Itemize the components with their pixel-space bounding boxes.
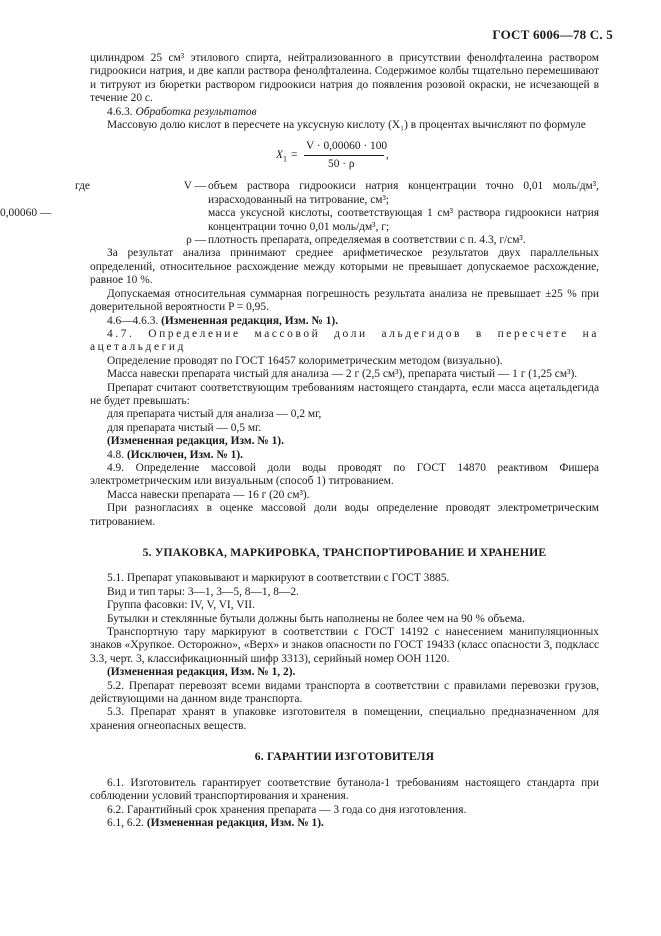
paragraph: Бутылки и стеклянные бутыли должны быть наполнены не более чем на 90 % объема. [107, 612, 525, 625]
paragraph: 4.9. Определение массовой доли воды проводят по ГОСТ 14870 реактивом Фишера электрометрическим или визуальным (способ 1) титрованием. [90, 461, 599, 488]
formula-subscript: 1 [282, 154, 287, 164]
page-header: ГОСТ 6006—78 С. 5 [492, 27, 613, 42]
definition-symbol: ρ — [186, 234, 206, 247]
clause-number: 4.6—4.6.3. [107, 314, 159, 327]
paragraph: Масса навески препарата чистый для анализа — 2 г (2,5 см³), препарата чистый — 1 г (1,25 см³). [107, 368, 578, 381]
paragraph: 5.1. Препарат упаковывают и маркируют в соответствии с ГОСТ 3885. [107, 572, 450, 585]
paragraph: для препарата чистый для анализа — 0,2 мг, [107, 408, 322, 421]
formula [90, 135, 599, 179]
clause-number: 4.6.3. [107, 105, 133, 118]
formula-comma: , [386, 149, 389, 162]
paragraph: 5.2. Препарат перевозят всеми видами транспорта в соответствии с правилами перевозки грузов, действующими на данном виде транспорта. [90, 679, 599, 706]
paragraph: 6.1. Изготовитель гарантирует соответствие бутанола-1 требованиям настоящего стандарта при соблюдении условий транспортирования и хранения. [90, 776, 599, 803]
paragraph: Массовую долю кислот в пересчете на уксусную кислоту (X₁) в процентах вычисляют по формуле [107, 119, 586, 132]
paragraph: цилиндром 25 см³ этилового спирта, нейтрализованного в присутствии фенолфталеина раствором гидроокиси натрия, и две капли раствора фенолфталеина. Содержимое колбы тщательно перемешивают и титруют из бюретки раствором гидроокиси натрия до появления розовой окраски, не исчезающей в течение 20 с. [90, 52, 599, 105]
amendment-note [90, 315, 599, 328]
amendment-text: (Исключен, Изм. № 1). [126, 448, 243, 461]
definition-text: масса уксусной кислоты, соответствующая 1 см³ раствора гидроокиси натрия концентрации точно 0,01 моль/дм³, г; [208, 207, 599, 233]
paragraph: для препарата чистый — 0,5 мг. [107, 421, 262, 434]
amendment-note [90, 817, 599, 830]
paragraph: Определение проводят по ГОСТ 16457 колориметрическим методом (визуально). [107, 354, 503, 367]
definition-text: плотность препарата, определяемая в соответствии с п. 4.3, г/см³. [208, 234, 526, 247]
definition-symbol: 0,00060 — [0, 207, 52, 220]
clause-number: 6.1, 6.2. [107, 816, 145, 829]
definition-row [0, 207, 599, 234]
paragraph: Транспортную тару маркируют в соответствии с ГОСТ 14192 с нанесением манипуляционных знаков «Хрупкое. Осторожно», «Верх» и знаков опасности по ГОСТ 19433 (класс опасности 3, подкласс 3.3, черт. 3, классификационный шифр 3313), серийный номер ООН 1120. [90, 626, 599, 665]
definition-symbol: V — [183, 180, 206, 193]
subsection-heading [90, 106, 599, 119]
fraction-bar [304, 155, 384, 156]
definition-row [75, 180, 599, 207]
paragraph: 6.2. Гарантийный срок хранения препарата — 3 года со дня изготовления. [107, 803, 467, 816]
definition-row [90, 234, 599, 247]
definition-key [0, 207, 208, 234]
formula-denominator: 50 · ρ [328, 158, 355, 171]
variable-definitions [0, 180, 599, 247]
paragraph: 4.7. Определение массовой доли альдегидов в пересчете на ацетальдегид [90, 327, 599, 354]
paragraph: Препарат считают соответствующим требованиям настоящего стандарта, если масса ацетальдегида не будет превышать: [90, 381, 599, 407]
formula-symbol: X [276, 149, 283, 162]
formula-numerator: V · 0,00060 · 100 [306, 140, 388, 153]
clause-number: 4.8. [107, 448, 125, 461]
paragraph: Масса навески препарата — 16 г (20 см³). [107, 488, 310, 501]
amendment-text: (Измененная редакция, Изм. № 1). [146, 816, 324, 829]
definition-key [0, 180, 208, 207]
amendment-note [90, 449, 599, 462]
clause-title: Обработка результатов [135, 105, 257, 118]
where-label: где [75, 180, 90, 193]
amendment-note: (Измененная редакция, Изм. № 1, 2). [107, 666, 296, 679]
formula-equals: = [291, 149, 298, 162]
section-heading: 6. ГАРАНТИИ ИЗГОТОВИТЕЛЯ [254, 750, 435, 764]
paragraph: При разногласиях в оценке массовой доли воды определение проводят электрометрическим титрованием. [90, 502, 599, 528]
definition-key [0, 234, 208, 247]
formula-lhs [276, 149, 287, 166]
paragraph: 5.3. Препарат хранят в упаковке изготовителя в помещении, специально предназначенном для хранения огнеопасных веществ. [90, 706, 599, 732]
section-heading: 5. УПАКОВКА, МАРКИРОВКА, ТРАНСПОРТИРОВАНИЕ И ХРАНЕНИЕ [142, 546, 547, 559]
paragraph: Допускаемая относительная суммарная погрешность результата анализа не превышает ±25 % при доверительной вероятности P = 0,95. [90, 287, 599, 314]
amendment-note: (Измененная редакция, Изм. № 1). [107, 435, 284, 448]
paragraph: Группа фасовки: IV, V, VI, VII. [107, 599, 255, 612]
document-body [0, 52, 599, 830]
definition-text: объем раствора гидроокиси натрия концентрации точно 0,01 моль/дм³, израсходованный на титрование, см³; [208, 180, 599, 206]
paragraph: Вид и тип тары: 3—1, 3—5, 8—1, 8—2. [107, 585, 299, 598]
amendment-text: (Измененная редакция, Изм. № 1). [161, 314, 339, 327]
paragraph: За результат анализа принимают среднее арифметическое результатов двух параллельных определений, относительное расхождение между которыми не превышает допускаемое расхождение, равное 10 %. [90, 247, 599, 287]
